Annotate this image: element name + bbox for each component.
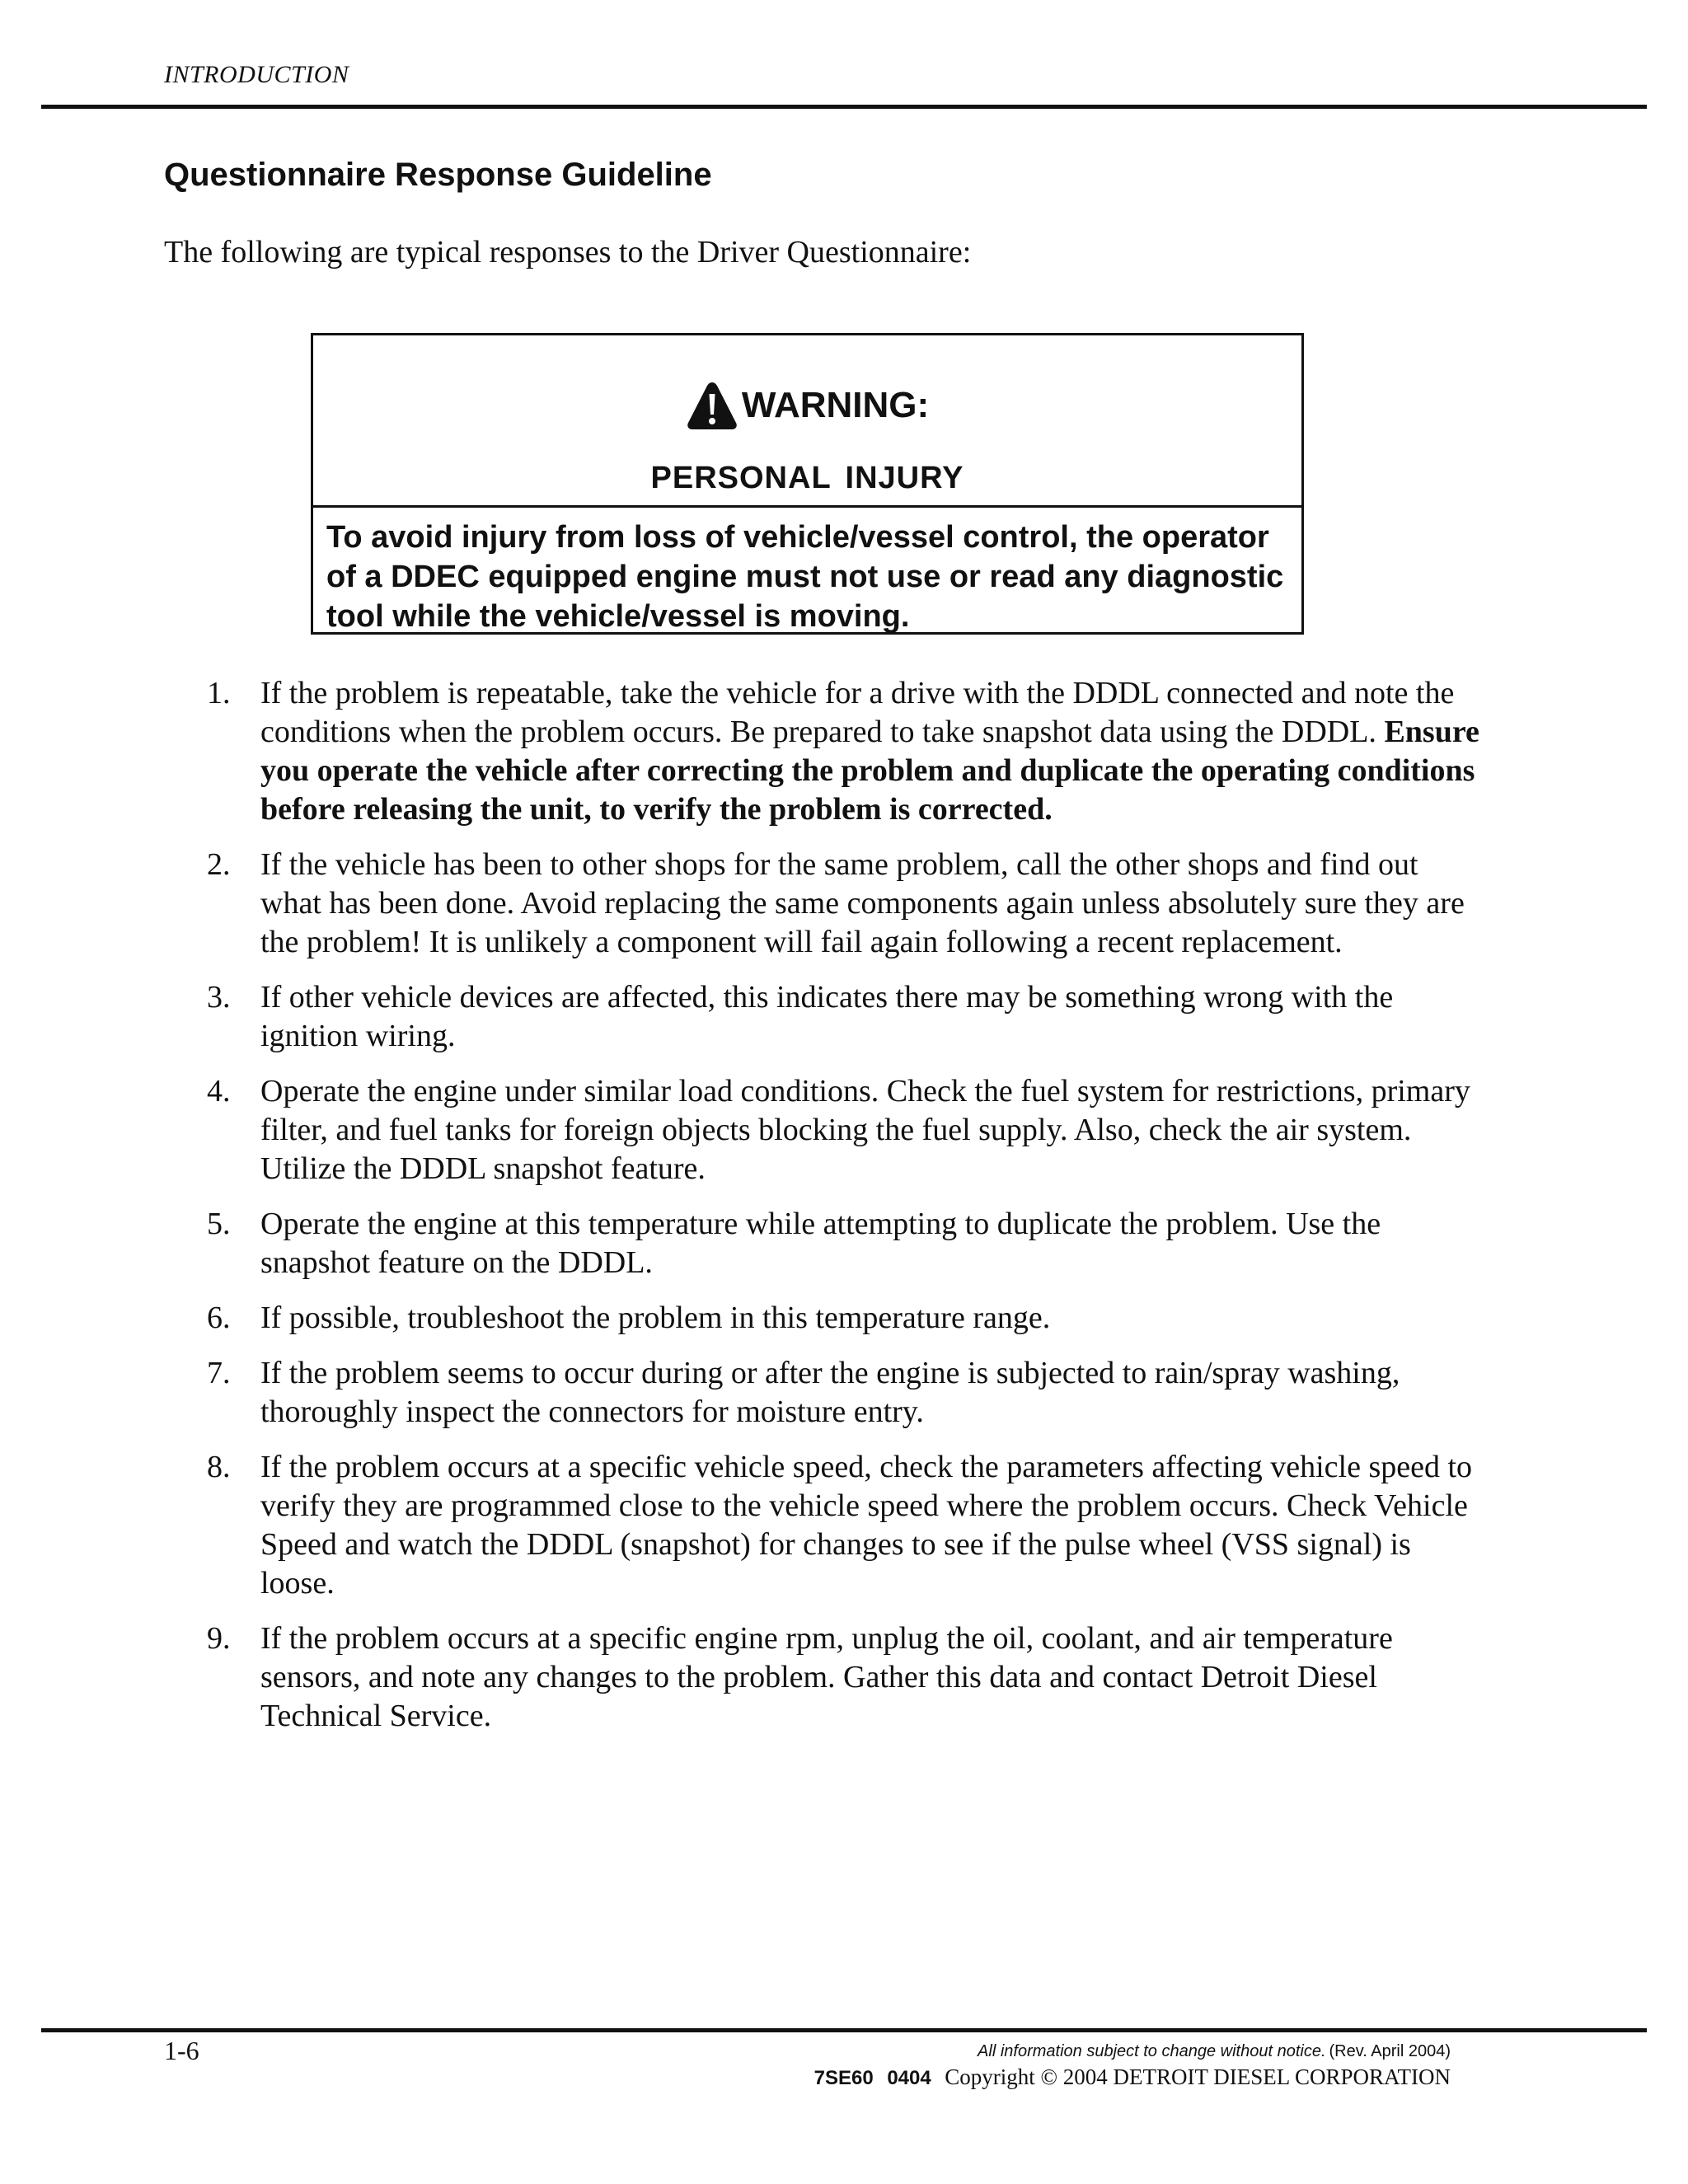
step-number: 4. <box>207 1074 231 1108</box>
footer-revision: (Rev. April 2004) <box>1329 2042 1451 2060</box>
step-text: Operate the engine under similar load conditions. Check the fuel system for restrictions, primary filter, and fuel tanks for foreign objects blocking the fuel supply. Also, check the air system. Utilize the DDDL snapshot feature. <box>260 1074 1470 1186</box>
step-text: If other vehicle devices are affected, this indicates there may be something wrong with the ignition wiring. <box>260 980 1394 1053</box>
list-item <box>164 1354 1483 1432</box>
warning-title-row <box>313 380 1301 431</box>
warning-body: To avoid injury from loss of vehicle/vessel control, the operator of a DDEC equipped engine must not use or read any diagnostic tool while the vehicle/vessel is moving. <box>326 520 1284 634</box>
footer-rule <box>41 2028 1647 2032</box>
list-item <box>164 1299 1483 1338</box>
list-item <box>164 1619 1483 1736</box>
warning-box <box>311 333 1304 635</box>
warning-title: WARNING: <box>741 385 930 425</box>
warning-triangle-icon <box>686 380 738 431</box>
step-number: 7. <box>207 1356 231 1390</box>
step-text: If the problem occurs at a specific vehicle speed, check the parameters affecting vehicle speed to verify they are programmed close to the vehicle speed where the problem occurs. Check Vehicle Speed and watch the DDDL (snapshot) for changes to see if the pulse wheel (VSS signal) is loose. <box>260 1450 1473 1601</box>
list-item <box>164 978 1483 1056</box>
header-rule <box>41 105 1647 109</box>
step-text: If the problem occurs at a specific engine rpm, unplug the oil, coolant, and air temperature sensors, and note any changes to the problem. Gather this data and contact Detroit Diesel Technical Service. <box>260 1621 1393 1733</box>
list-item <box>164 1448 1483 1603</box>
step-number: 8. <box>207 1450 231 1484</box>
warning-subtitle: PERSONAL INJURY <box>650 461 964 495</box>
intro-text: The following are typical responses to the Driver Questionnaire: <box>164 235 972 269</box>
list-item <box>164 1072 1483 1188</box>
step-text: If the problem seems to occur during or after the engine is subjected to rain/spray washing, thoroughly inspect the connectors for moisture entry. <box>260 1356 1400 1429</box>
step-number: 5. <box>207 1207 231 1241</box>
running-head: INTRODUCTION <box>164 61 349 88</box>
step-bold-text: Ensure you operate the vehicle after correcting the problem and duplicate the operating conditions before releasing the unit, to verify the problem is corrected. <box>260 715 1479 827</box>
list-item <box>164 674 1483 829</box>
step-text: If the vehicle has been to other shops for the same problem, call the other shops and find out what has been done. Avoid replacing the same components again unless absolutely sure they are the problem! It is unlikely a component will fail again following a recent replacement. <box>260 847 1465 959</box>
step-number: 2. <box>207 847 231 882</box>
page-number: 1-6 <box>164 2036 199 2065</box>
step-number: 6. <box>207 1301 231 1335</box>
step-number: 3. <box>207 980 231 1015</box>
footer-doc-code: 7SE60 0404 <box>814 2067 931 2089</box>
step-number: 9. <box>207 1621 231 1656</box>
footer-copyright: Copyright © 2004 DETROIT DIESEL CORPORATION <box>945 2064 1451 2089</box>
footer-notice: All information subject to change without notice. <box>978 2042 1326 2060</box>
list-item <box>164 846 1483 962</box>
step-text: If possible, troubleshoot the problem in this temperature range. <box>260 1301 1051 1335</box>
step-text: If the problem is repeatable, take the vehicle for a drive with the DDDL connected and note the conditions when the problem occurs. Be prepared to take snapshot data using the DDDL. <box>260 676 1455 749</box>
step-number: 1. <box>207 676 231 710</box>
list-item <box>164 1205 1483 1282</box>
response-steps-list <box>164 674 1483 1752</box>
footer-info <box>814 2042 1451 2090</box>
step-text: Operate the engine at this temperature while attempting to duplicate the problem. Use the snapshot feature on the DDDL. <box>260 1207 1381 1280</box>
warning-header <box>313 335 1301 508</box>
section-title: Questionnaire Response Guideline <box>164 157 712 193</box>
